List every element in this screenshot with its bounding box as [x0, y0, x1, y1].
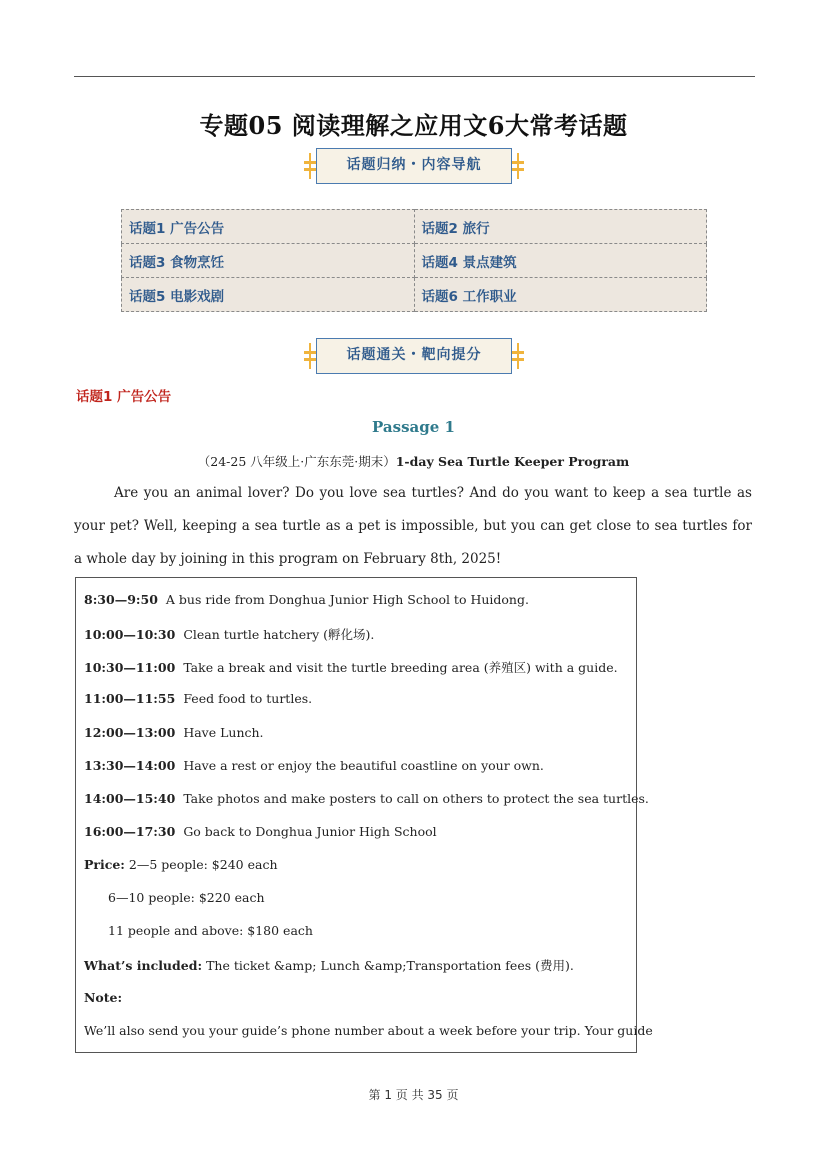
- banner-content-nav: [0, 148, 827, 184]
- nav-topic-5[interactable]: 话题5 电影戏剧: [122, 278, 415, 312]
- schedule-row: [84, 725, 264, 740]
- schedule-row: [84, 824, 437, 839]
- price-label: Price:: [84, 857, 125, 872]
- banner-practice: [0, 338, 827, 374]
- intro-paragraph: Are you an animal lover? Do you love sea turtles? And do you want to keep a sea turtle as your pet? Well, keeping a sea turtle as a pet is impossible, but you can get close to sea turtles for a whole day by joining in this program on February 8th, 2025!: [74, 485, 752, 567]
- included-label: What’s included:: [84, 958, 203, 973]
- schedule-time: 10:30—11:00: [84, 660, 176, 675]
- nav-topic-6[interactable]: 话题6 工作职业: [414, 278, 707, 312]
- top-rule: [74, 76, 755, 77]
- schedule-row: [84, 592, 529, 607]
- schedule-box: [75, 577, 653, 1053]
- schedule-time: 12:00—13:00: [84, 725, 176, 740]
- schedule-activity: Go back to Donghua Junior High School: [183, 824, 437, 839]
- schedule-activity: Clean turtle hatchery (孵化场).: [183, 627, 375, 642]
- schedule-time: 11:00—11:55: [84, 691, 176, 706]
- price-row: [108, 890, 265, 905]
- schedule-row: [84, 625, 374, 643]
- program-title: 1-day Sea Turtle Keeper Program: [395, 454, 630, 469]
- schedule-time: 13:30—14:00: [84, 758, 176, 773]
- topic-heading: 话题1 广告公告: [76, 389, 172, 405]
- nav-topic-3[interactable]: 话题3 食物烹饪: [122, 244, 415, 278]
- schedule-time: 14:00—15:40: [84, 791, 176, 806]
- schedule-row: [84, 658, 618, 676]
- price-row: [84, 857, 278, 872]
- schedule-activity: Take a break and visit the turtle breeding area (养殖区) with a guide.: [183, 660, 618, 675]
- price-tier: 11 people and above: $180 each: [108, 923, 313, 938]
- price-tier: 6—10 people: $220 each: [108, 890, 265, 905]
- nav-topic-2[interactable]: 话题2 旅行: [414, 210, 707, 244]
- banner-label: 话题通关・靶向提分: [316, 338, 512, 374]
- schedule-activity: A bus ride from Donghua Junior High School to Huidong.: [165, 592, 529, 607]
- passage-title: Passage 1: [372, 418, 455, 436]
- schedule-activity: Have Lunch.: [183, 725, 264, 740]
- price-tier: 2—5 people: $240 each: [128, 857, 278, 872]
- nav-topic-1[interactable]: 话题1 广告公告: [122, 210, 415, 244]
- schedule-activity: Have a rest or enjoy the beautiful coastline on your own.: [183, 758, 544, 773]
- note-row: [84, 990, 130, 1005]
- schedule-time: 16:00—17:30: [84, 824, 176, 839]
- schedule-activity: Feed food to turtles.: [183, 691, 313, 706]
- nav-topic-4[interactable]: 话题4 景点建筑: [414, 244, 707, 278]
- schedule-time: 10:00—10:30: [84, 627, 176, 642]
- page-title: 专题05 阅读理解之应用文6大常考话题: [199, 111, 628, 140]
- price-row: [108, 923, 313, 938]
- note-label: Note:: [84, 990, 123, 1005]
- schedule-row: [84, 758, 544, 773]
- source-ref: （24-25 八年级上·广东东莞·期末）: [197, 454, 396, 469]
- page-footer: 第 1 页 共 35 页: [368, 1088, 459, 1102]
- included-row: [84, 956, 574, 974]
- banner-stripe-icon: [512, 161, 524, 171]
- source-line: [0, 452, 827, 470]
- banner-stripe-icon: [512, 351, 524, 361]
- banner-label: 话题归纳・内容导航: [316, 148, 512, 184]
- note-text: We’ll also send you your guide’s phone number about a week before your trip. Your guide: [84, 1023, 653, 1038]
- schedule-row: [84, 691, 312, 706]
- schedule-activity: Take photos and make posters to call on others to protect the sea turtles.: [183, 791, 649, 806]
- topic-nav-table: [121, 209, 707, 312]
- schedule-time: 8:30—9:50: [84, 592, 158, 607]
- included-text: The ticket &amp; Lunch &amp;Transportation fees (费用).: [206, 958, 574, 973]
- schedule-row: [84, 791, 649, 806]
